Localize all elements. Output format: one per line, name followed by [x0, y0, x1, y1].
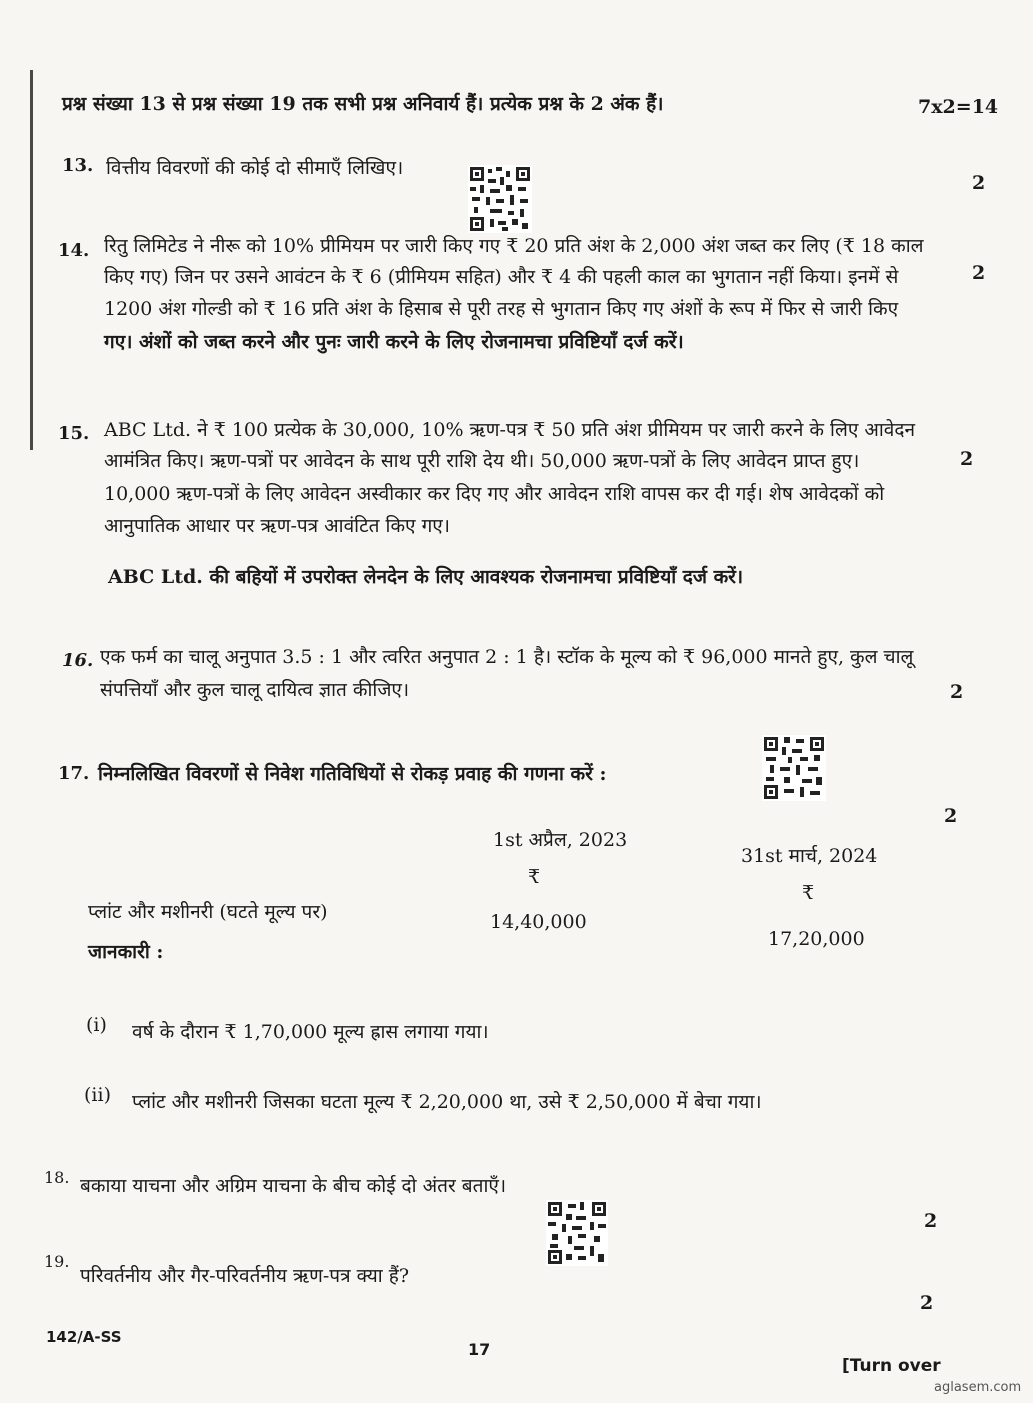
q16-line-1: एक फर्म का चालू अनुपात 3.5 : 1 और त्वरित अनुपात 2 : 1 है। स्टॉक के मूल्य को ₹ 96,000 मानते हुए, कुल चालू: [100, 646, 914, 668]
watermark: aglasem.com: [934, 1380, 1022, 1395]
q17-val2: 17,20,000: [768, 928, 865, 950]
q13-marks: 2: [972, 172, 986, 194]
q19-marks: 2: [920, 1292, 934, 1314]
q14-line-1: रितु लिमिटेड ने नीरू को 10% प्रीमियम पर जारी किए गए ₹ 20 प्रति अंश के 2,000 अंश जब्त कर लिए (₹ 18 काल: [104, 235, 924, 257]
q17-row-label: प्लांट और मशीनरी (घटते मूल्य पर): [88, 901, 328, 923]
q18-text: बकाया याचना और अग्रिम याचना के बीच कोई दो अंतर बताएँ।: [80, 1175, 507, 1197]
q19-text: परिवर्तनीय और गैर-परिवर्तनीय ऋण-पत्र क्या हैं?: [80, 1265, 410, 1287]
q14-line-3: 1200 अंश गोल्डी को ₹ 16 प्रति अंश के हिसाब से पूरी तरह से भुगतान किए गए अंशों के रूप में फिर से जारी किए: [104, 298, 899, 320]
q16-number: 16.: [62, 650, 94, 671]
q15-instruction: ABC Ltd. की बहियों में उपरोक्त लेनदेन के लिए आवश्यक रोजनामचा प्रविष्टियाँ दर्ज करें।: [108, 566, 744, 588]
q13-text: वित्तीय विवरणों की कोई दो सीमाएँ लिखिए।: [106, 157, 404, 179]
q14-line-2: किए गए) जिन पर उसने आवंटन के ₹ 6 (प्रीमियम सहित) और ₹ 4 की पहली काल का भुगतान नहीं किया। इनमें से: [104, 266, 899, 288]
q17-info-2-text: प्लांट और मशीनरी जिसका घटता मूल्य ₹ 2,20,000 था, उसे ₹ 2,50,000 में बेचा गया।: [132, 1091, 762, 1113]
section-instruction: प्रश्न संख्या 13 से प्रश्न संख्या 19 तक सभी प्रश्न अनिवार्य हैं। प्रत्येक प्रश्न के 2 अंक हैं।: [62, 93, 664, 115]
q13-number: 13.: [62, 155, 94, 176]
q17-col1-currency: ₹: [528, 866, 541, 888]
q17-qr-code-icon: [762, 735, 826, 801]
q17-info-1-text: वर्ष के दौरान ₹ 1,70,000 मूल्य ह्रास लगाया गया।: [132, 1021, 489, 1043]
q17-info-1-index: (i): [86, 1014, 107, 1036]
q16-line-2: संपत्तियाँ और कुल चालू दायित्व ज्ञात कीजिए।: [100, 679, 410, 701]
q15-line-4: आनुपातिक आधार पर ऋण-पत्र आवंटित किए गए।: [104, 515, 450, 537]
q15-line-3: 10,000 ऋण-पत्रों के लिए आवेदन अस्वीकार कर दिए गए और आवेदन राशि वापस कर दी गई। शेष आवेदकों को: [104, 483, 885, 505]
q14-marks: 2: [972, 262, 986, 284]
q18-qr-code-icon: [546, 1200, 608, 1266]
q15-number: 15.: [58, 423, 90, 444]
q18-number: 18.: [44, 1168, 70, 1187]
q17-info-label: जानकारी :: [88, 941, 164, 963]
q17-info-2-index: (ii): [84, 1084, 111, 1106]
q19-number: 19.: [44, 1252, 70, 1271]
scan-margin-line: [30, 70, 33, 450]
q17-text: निम्नलिखित विवरणों से निवेश गतिविधियों से रोकड़ प्रवाह की गणना करें :: [98, 763, 607, 785]
q18-marks: 2: [924, 1210, 938, 1232]
q17-col2-currency: ₹: [802, 882, 815, 904]
q16-marks: 2: [950, 681, 964, 703]
q15-line-1: ABC Ltd. ने ₹ 100 प्रत्येक के 30,000, 10% ऋण-पत्र ₹ 50 प्रति अंश प्रीमियम पर जारी करने के लिए आवेदन: [104, 419, 915, 441]
q17-col1-date: 1st अप्रैल, 2023: [493, 829, 628, 851]
q17-val1: 14,40,000: [490, 911, 587, 933]
q15-marks: 2: [960, 448, 974, 470]
q14-line-4: गए। अंशों को जब्त करने और पुनः जारी करने के लिए रोजनामचा प्रविष्टियाँ दर्ज करें।: [104, 331, 684, 353]
q17-marks: 2: [944, 805, 958, 827]
q13-qr-code-icon: [468, 165, 532, 233]
q15-line-2: आमंत्रित किए। ऋण-पत्रों पर आवेदन के साथ पूरी राशि देय थी। 50,000 ऋण-पत्रों के लिए आवेदन प्राप्त हुए।: [104, 450, 860, 472]
page-number: 17: [468, 1340, 491, 1359]
q17-number: 17.: [58, 763, 90, 784]
paper-code: 142/A-SS: [46, 1328, 122, 1346]
q17-col2-date: 31st मार्च, 2024: [741, 845, 878, 867]
q14-number: 14.: [58, 240, 90, 261]
turn-over-label: [Turn over: [842, 1356, 941, 1376]
section-total-marks: 7x2=14: [918, 96, 999, 118]
